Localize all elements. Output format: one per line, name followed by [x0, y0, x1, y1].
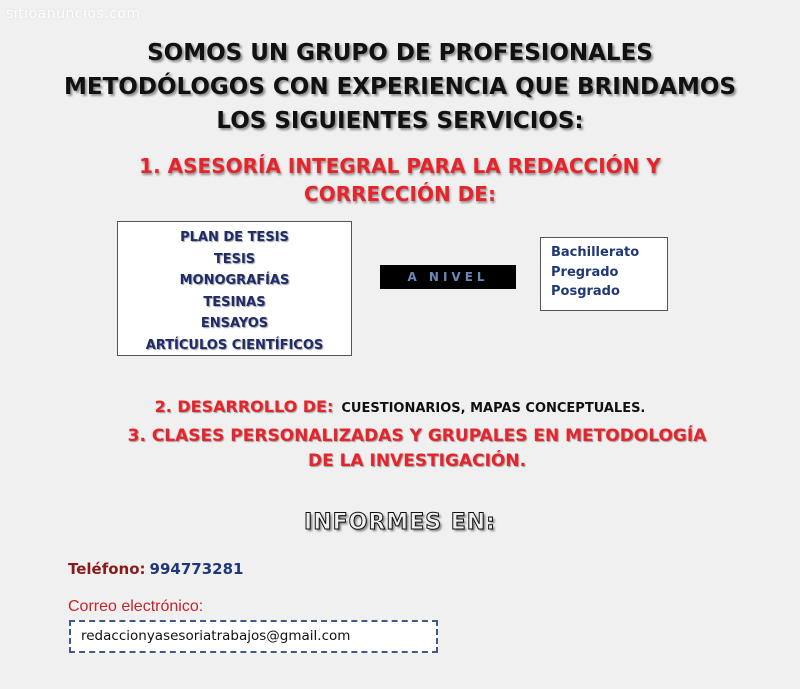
service-2-label: 2. DESARROLLO DE: — [154, 397, 334, 416]
document-item: ENSAYOS — [200, 316, 269, 331]
document-item: ARTÍCULOS CIENTÍFICOS — [145, 337, 324, 353]
email-address[interactable]: redaccionyasesoriatrabajos@gmail.com — [69, 620, 438, 653]
level-item: Bachillerato — [551, 245, 640, 260]
levels-box — [540, 237, 668, 311]
phone-line — [68, 560, 243, 578]
email-label: Correo electrónico: — [68, 598, 204, 615]
informes-heading: INFORMES EN: — [304, 510, 496, 535]
heading-line: LOS SIGUIENTES SERVICIOS: — [216, 108, 584, 134]
service-1-title — [0, 152, 800, 208]
service-3-line: 3. CLASES PERSONALIZADAS Y GRUPALES EN METODOLOGÍA — [127, 426, 707, 446]
service-2 — [0, 397, 800, 416]
watermark: sitioanuncios.com — [6, 6, 141, 22]
heading-line: SOMOS UN GRUPO DE PROFESIONALES — [147, 40, 653, 66]
level-item: Pregrado — [551, 264, 619, 280]
main-heading — [0, 36, 800, 138]
heading-line: METODÓLOGOS CON EXPERIENCIA QUE BRINDAMOS — [64, 74, 736, 100]
level-item: Posgrado — [551, 284, 620, 299]
document-item: TESIS — [213, 251, 256, 267]
service-3-line: DE LA INVESTIGACIÓN. — [307, 451, 527, 471]
document-item: PLAN DE TESIS — [180, 230, 289, 245]
service-1-line: CORRECCIÓN DE: — [304, 182, 496, 206]
document-item: TESINAS — [203, 294, 266, 310]
service-3 — [0, 424, 800, 474]
service-2-items: CUESTIONARIOS, MAPAS CONCEPTUALES. — [341, 401, 646, 416]
nivel-banner: A NIVEL — [380, 265, 516, 289]
phone-number[interactable]: 994773281 — [149, 560, 244, 578]
phone-label: Teléfono: — [68, 560, 146, 578]
document-item: MONOGRAFÍAS — [179, 273, 290, 288]
service-1-line: 1. ASESORÍA INTEGRAL PARA LA REDACCIÓN Y — [139, 154, 661, 178]
documents-box — [117, 221, 352, 356]
